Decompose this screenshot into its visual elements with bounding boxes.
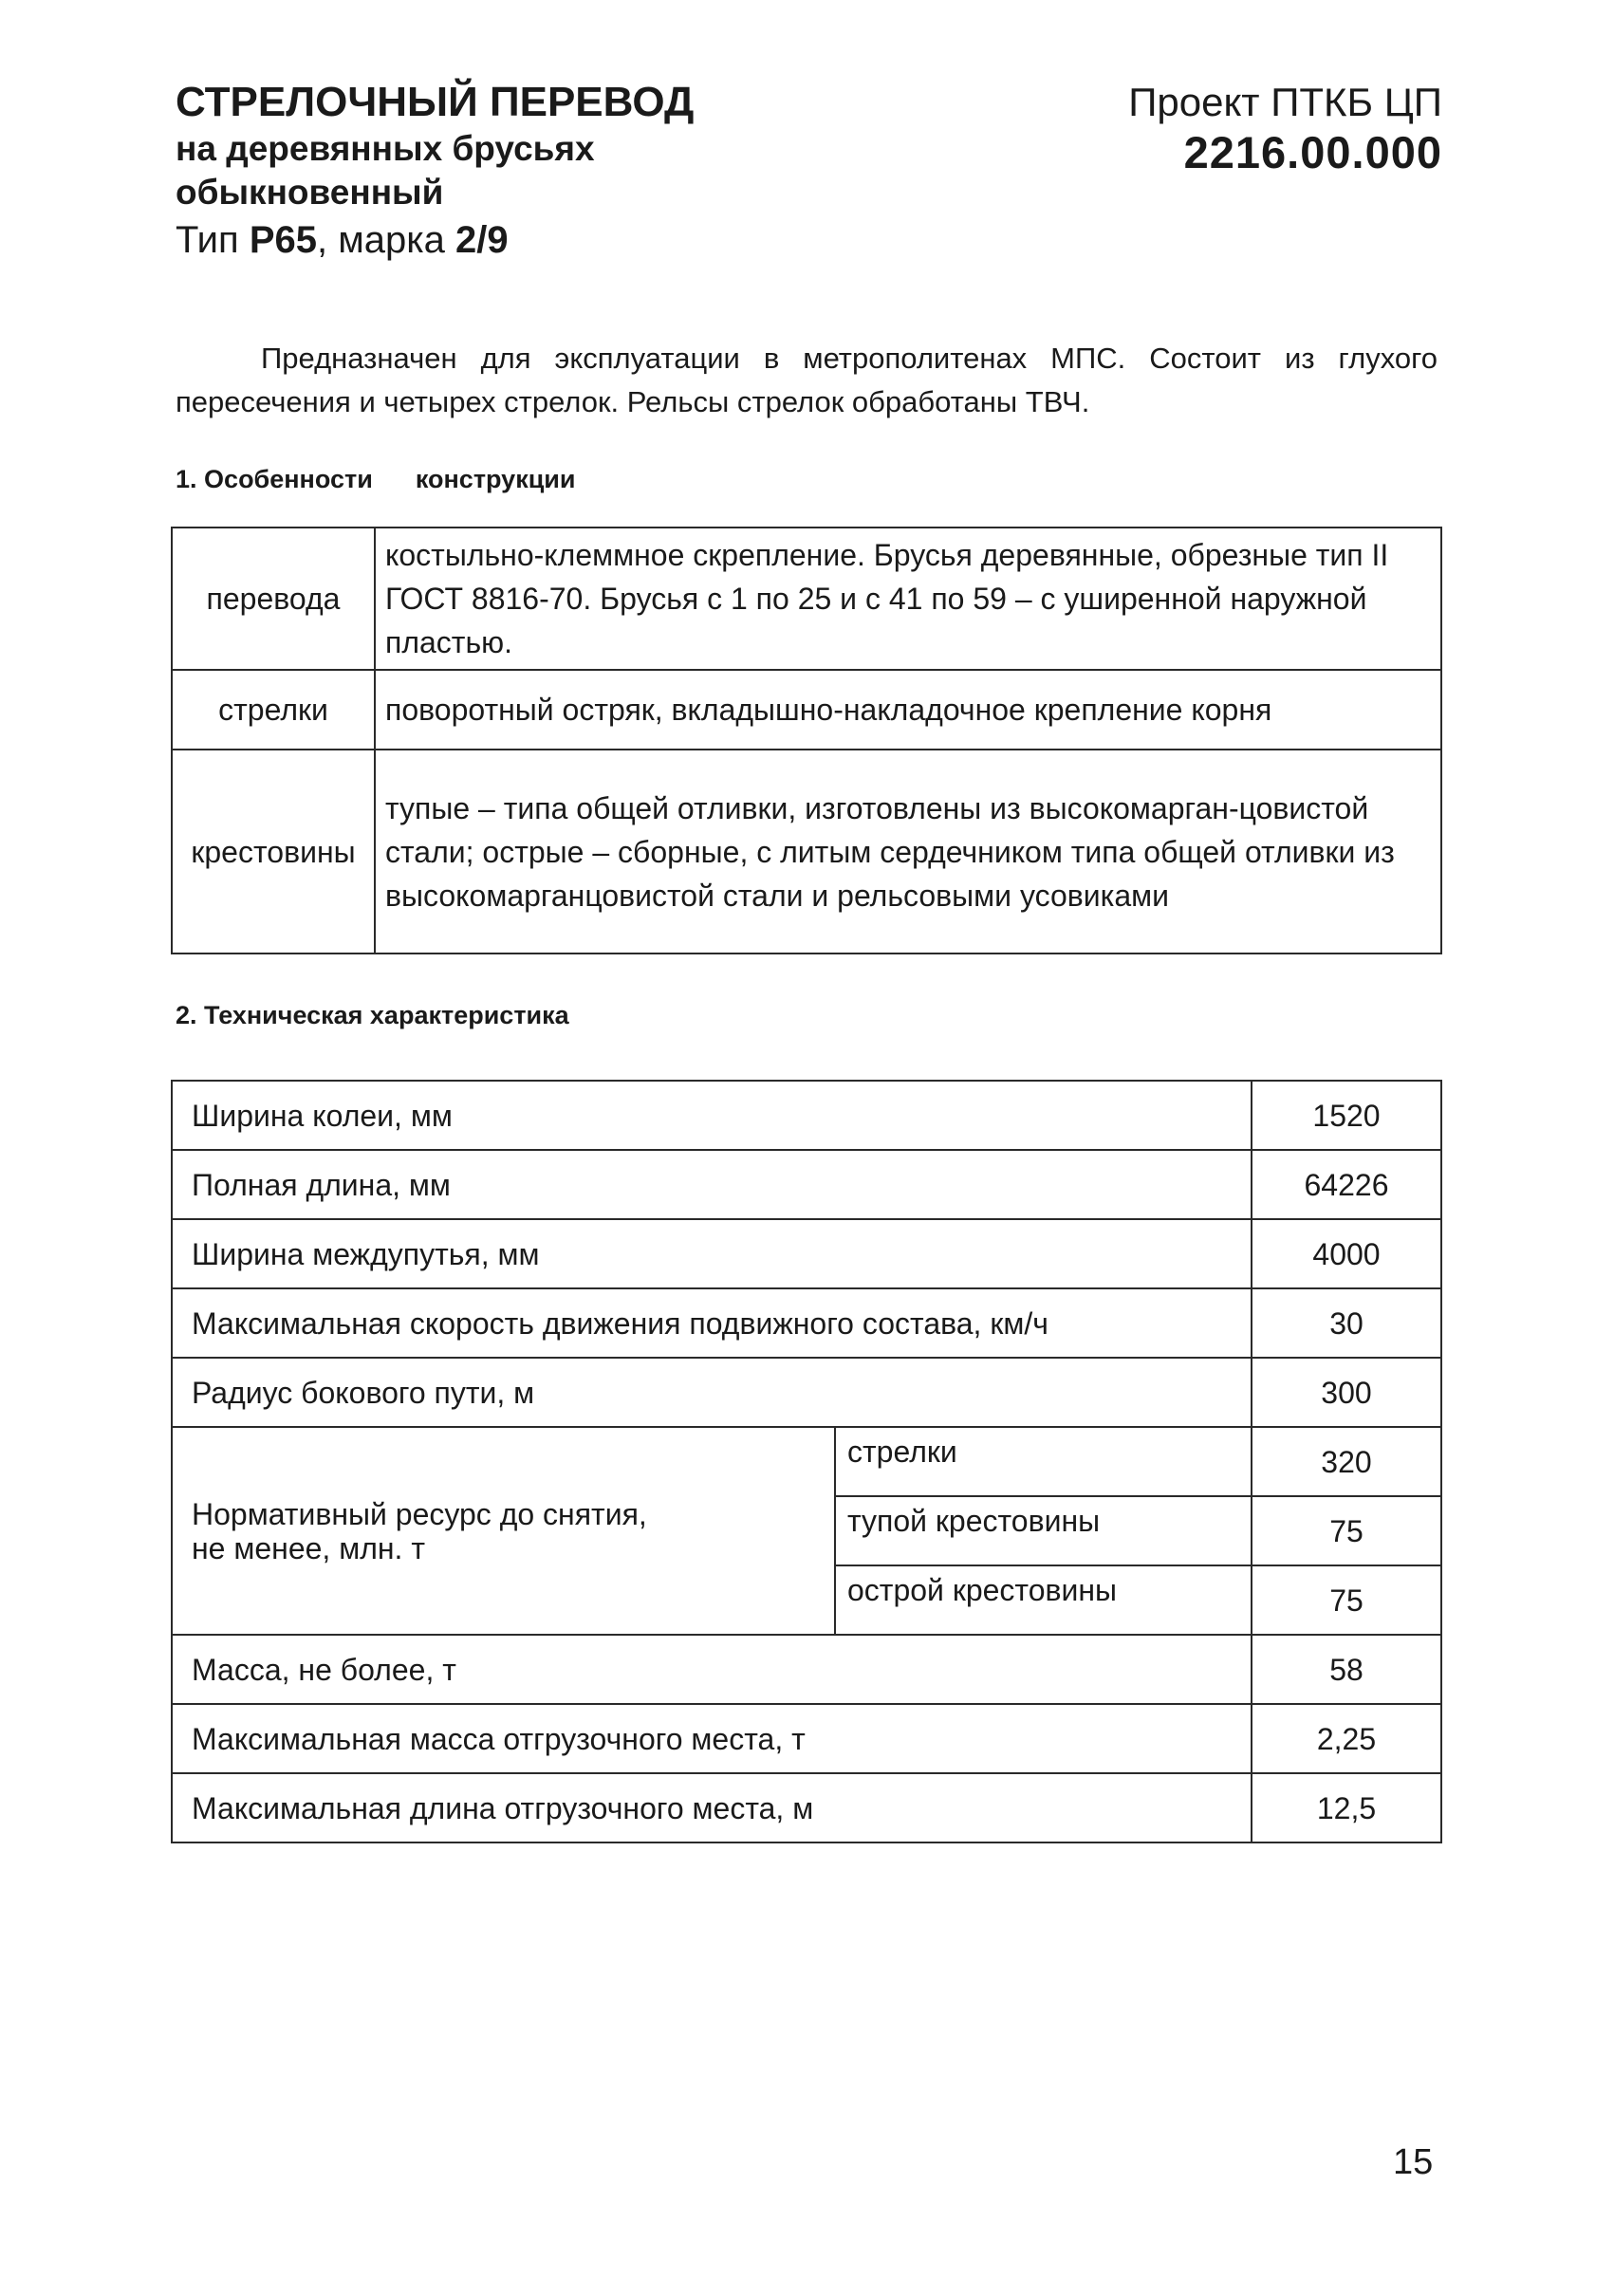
section-1-title-a: Особенности xyxy=(204,465,373,493)
resource-item-value: 320 xyxy=(1252,1427,1441,1496)
feature-text: тупые – типа общей отливки, изготовлены из высокомарган-цовистой стали; острые – сборные, с литым сердечником типа общей отливки из высокомарганцовистой стали и рельсовыми усовиками xyxy=(375,750,1441,954)
features-row xyxy=(172,750,1441,954)
intro-paragraph: Предназначен для эксплуатации в метрополитенах МПС. Состоит из глухого пересечения и четырех стрелок. Рельсы стрелок обработаны ТВЧ. xyxy=(176,342,1438,418)
resource-name-line-2: не менее, млн. т xyxy=(192,1530,425,1565)
resource-item-label: острой крестовины xyxy=(835,1565,1252,1635)
features-table xyxy=(171,527,1442,954)
section-1-number: 1. xyxy=(176,465,197,493)
resource-name xyxy=(172,1427,835,1635)
spec-row xyxy=(172,1635,1441,1704)
feature-label: стрелки xyxy=(172,670,375,750)
grade-value: 2/9 xyxy=(455,219,509,261)
title-line-3: обыкновенный xyxy=(176,173,444,212)
project-label: Проект ПТКБ ЦП xyxy=(1128,80,1442,124)
section-1-title-b: конструкции xyxy=(415,465,576,493)
spec-value: 2,25 xyxy=(1252,1704,1441,1773)
title-line-1: СТРЕЛОЧНЫЙ ПЕРЕВОД xyxy=(176,79,695,125)
resource-item-value: 75 xyxy=(1252,1496,1441,1565)
section-1-heading xyxy=(176,465,576,494)
section-2-heading xyxy=(176,1001,569,1030)
spec-value: 300 xyxy=(1252,1358,1441,1427)
project-block xyxy=(1101,80,1442,180)
feature-text: костыльно-клеммное скрепление. Брусья деревянные, обрезные тип II ГОСТ 8816-70. Брусья с 1 по 25 и с 41 по 59 – с уширенной наружной пластью. xyxy=(375,528,1441,670)
spec-name: Радиус бокового пути, м xyxy=(172,1358,1252,1427)
resource-item-label: стрелки xyxy=(835,1427,1252,1496)
feature-text: поворотный остряк, вкладышно-накладочное крепление корня xyxy=(375,670,1441,750)
type-value: Р65 xyxy=(249,219,317,261)
spec-row xyxy=(172,1081,1441,1150)
page-number: 15 xyxy=(1393,2142,1434,2182)
feature-label: перевода xyxy=(172,528,375,670)
spec-row xyxy=(172,1219,1441,1288)
spec-name: Максимальная длина отгрузочного места, м xyxy=(172,1773,1252,1842)
spec-name: Ширина колеи, мм xyxy=(172,1081,1252,1150)
spec-row xyxy=(172,1358,1441,1427)
grade-prefix: , марка xyxy=(316,219,445,261)
spec-name: Полная длина, мм xyxy=(172,1150,1252,1219)
resource-item-label: тупой крестовины xyxy=(835,1496,1252,1565)
spec-value: 64226 xyxy=(1252,1150,1441,1219)
spec-name: Максимальная скорость движения подвижного состава, км/ч xyxy=(172,1288,1252,1358)
spec-value: 30 xyxy=(1252,1288,1441,1358)
spec-name: Масса, не более, т xyxy=(172,1635,1252,1704)
features-row xyxy=(172,528,1441,670)
spec-value: 4000 xyxy=(1252,1219,1441,1288)
resource-item-value: 75 xyxy=(1252,1565,1441,1635)
spec-value: 58 xyxy=(1252,1635,1441,1704)
title-block xyxy=(176,78,821,266)
section-2-title: Техническая характеристика xyxy=(204,1001,569,1029)
features-row xyxy=(172,670,1441,750)
spec-value: 12,5 xyxy=(1252,1773,1441,1842)
type-prefix: Тип xyxy=(176,219,239,261)
spec-row xyxy=(172,1288,1441,1358)
spec-row xyxy=(172,1150,1441,1219)
title-line-2: на деревянных брусьях xyxy=(176,129,595,168)
spec-value: 1520 xyxy=(1252,1081,1441,1150)
section-2-number: 2. xyxy=(176,1001,197,1029)
spec-name: Максимальная масса отгрузочного места, т xyxy=(172,1704,1252,1773)
specs-table xyxy=(171,1080,1442,1843)
spec-row xyxy=(172,1427,1441,1496)
spec-name: Ширина междупутья, мм xyxy=(172,1219,1252,1288)
feature-label: крестовины xyxy=(172,750,375,954)
resource-name-line-1: Нормативный ресурс до снятия, xyxy=(192,1496,647,1531)
spec-row xyxy=(172,1773,1441,1842)
spec-row xyxy=(172,1704,1441,1773)
type-line xyxy=(176,214,821,266)
project-code: 2216.00.000 xyxy=(1183,127,1442,177)
